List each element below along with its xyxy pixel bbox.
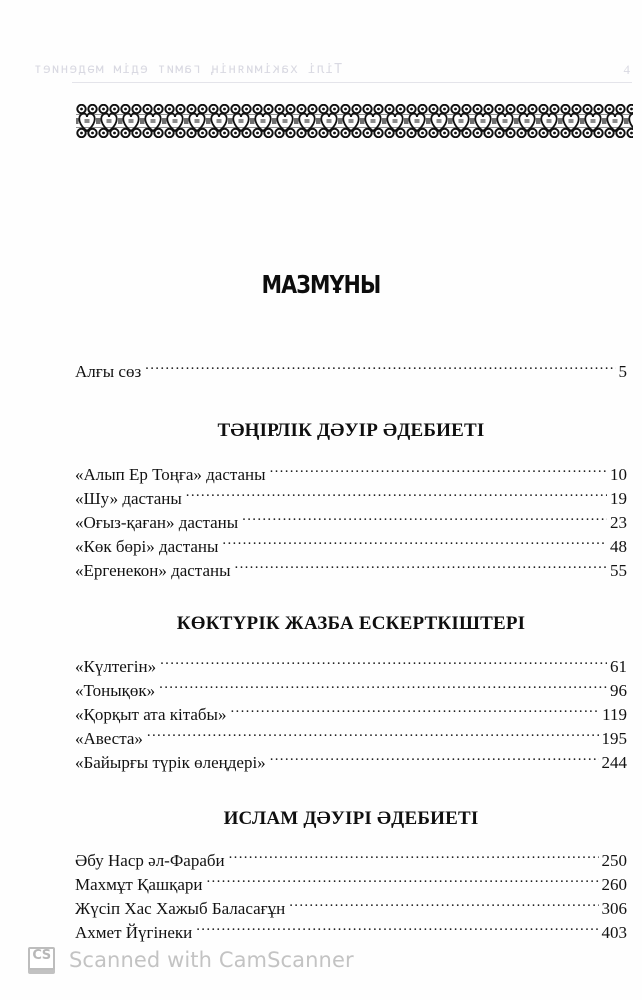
dot-leader — [196, 914, 598, 938]
toc-entry-page: 195 — [601, 729, 627, 748]
dot-leader — [222, 528, 607, 552]
dot-leader — [145, 353, 615, 377]
toc-entry[interactable] — [75, 866, 627, 894]
toc-entry-label: «Шу» дастаны — [75, 489, 182, 508]
dot-leader — [229, 842, 599, 866]
toc-entry-page: 48 — [610, 537, 627, 556]
toc-entry-page: 19 — [610, 489, 627, 508]
toc-entry[interactable] — [75, 672, 627, 700]
bleed-through-page-number: 4 — [623, 62, 630, 77]
toc-entry-label: «Оғыз-қаған» дастаны — [75, 513, 239, 532]
camscanner-watermark — [28, 947, 354, 973]
toc-entry-page: 260 — [601, 875, 627, 894]
dot-leader — [160, 648, 607, 672]
section-heading-kokturk-inscriptions: КӨКТҮРІК ЖАЗБА ЕСКЕРТКІШТЕРІ — [176, 613, 526, 634]
toc-entry[interactable] — [75, 744, 627, 772]
toc-entry-page: 5 — [618, 362, 627, 381]
toc-entry-page: 119 — [602, 705, 627, 724]
toc-entry[interactable] — [75, 914, 627, 942]
camscanner-watermark-text: Scanned with CamScanner — [69, 948, 354, 972]
toc-entry[interactable] — [75, 456, 627, 484]
toc-entry[interactable] — [75, 480, 627, 508]
toc-entry-page: 96 — [610, 681, 627, 700]
toc-entry-label: Әбу Наср әл-Фараби — [75, 851, 225, 870]
dot-leader — [186, 480, 607, 504]
toc-entry[interactable] — [75, 648, 627, 676]
dot-leader — [159, 672, 607, 696]
kazakh-ornament-band-icon — [76, 104, 633, 138]
toc-entry-label: «Байырғы түрік өлеңдері» — [75, 753, 266, 772]
toc-entry-page: 61 — [610, 657, 627, 676]
section-heading-tengri-era: ТӘҢІРЛІК ДӘУІР ӘДЕБИЕТІ — [217, 420, 485, 441]
toc-entry-label: «Көк бөрі» дастаны — [75, 537, 219, 556]
bleed-through-running-header — [33, 62, 632, 83]
toc-entry[interactable] — [75, 720, 627, 748]
page-title: МАЗМҰНЫ — [261, 270, 381, 299]
toc-entry[interactable] — [75, 528, 627, 556]
toc-entry-page: 23 — [610, 513, 627, 532]
camscanner-logo-text: CS — [32, 948, 51, 963]
toc-entry-label: «Қорқыт ата кітабы» — [75, 705, 227, 724]
toc-entry[interactable] — [75, 504, 627, 532]
dot-leader — [289, 890, 598, 914]
toc-entry-page: 10 — [610, 465, 627, 484]
toc-entry[interactable] — [75, 842, 627, 870]
dot-leader — [270, 744, 599, 768]
toc-entry-label: «Күлтегін» — [75, 657, 157, 676]
toc-entry-page: 244 — [601, 753, 627, 772]
toc-entry-page: 55 — [610, 561, 627, 580]
dot-leader — [235, 552, 607, 576]
toc-entry-page: 306 — [601, 899, 627, 918]
toc-entry-label: Махмұт Қашқари — [75, 875, 203, 894]
toc-entry-page: 250 — [601, 851, 627, 870]
toc-entry-label: «Тонықөк» — [75, 681, 156, 700]
dot-leader — [270, 456, 607, 480]
toc-entry-intro[interactable] — [75, 353, 627, 381]
toc-entry[interactable] — [75, 890, 627, 918]
toc-entry-label: «Авеста» — [75, 729, 143, 748]
toc-entry-label: Жүсіп Хас Хажыб Баласағұн — [75, 899, 286, 918]
dot-leader — [242, 504, 607, 528]
section-heading-islam-era: ИСЛАМ ДӘУІРІ ӘДЕБИЕТІ — [223, 808, 479, 829]
toc-entry-label: Ахмет Йүгінеки — [75, 923, 193, 942]
toc-entry[interactable] — [75, 552, 627, 580]
dot-leader — [230, 696, 599, 720]
toc-entry-page: 403 — [601, 923, 627, 942]
toc-entry-label: Алғы сөз — [75, 362, 142, 381]
dot-leader — [147, 720, 599, 744]
toc-entry-label: «Алып Ер Тоңға» дастаны — [75, 465, 266, 484]
dot-leader — [206, 866, 598, 890]
camscanner-logo-icon — [28, 947, 57, 973]
bleed-through-header-text: Тілі хакімиянің гамит едім мәдениет — [33, 62, 342, 77]
toc-entry-label: «Ергенекон» дастаны — [75, 561, 231, 580]
toc-entry[interactable] — [75, 696, 627, 724]
